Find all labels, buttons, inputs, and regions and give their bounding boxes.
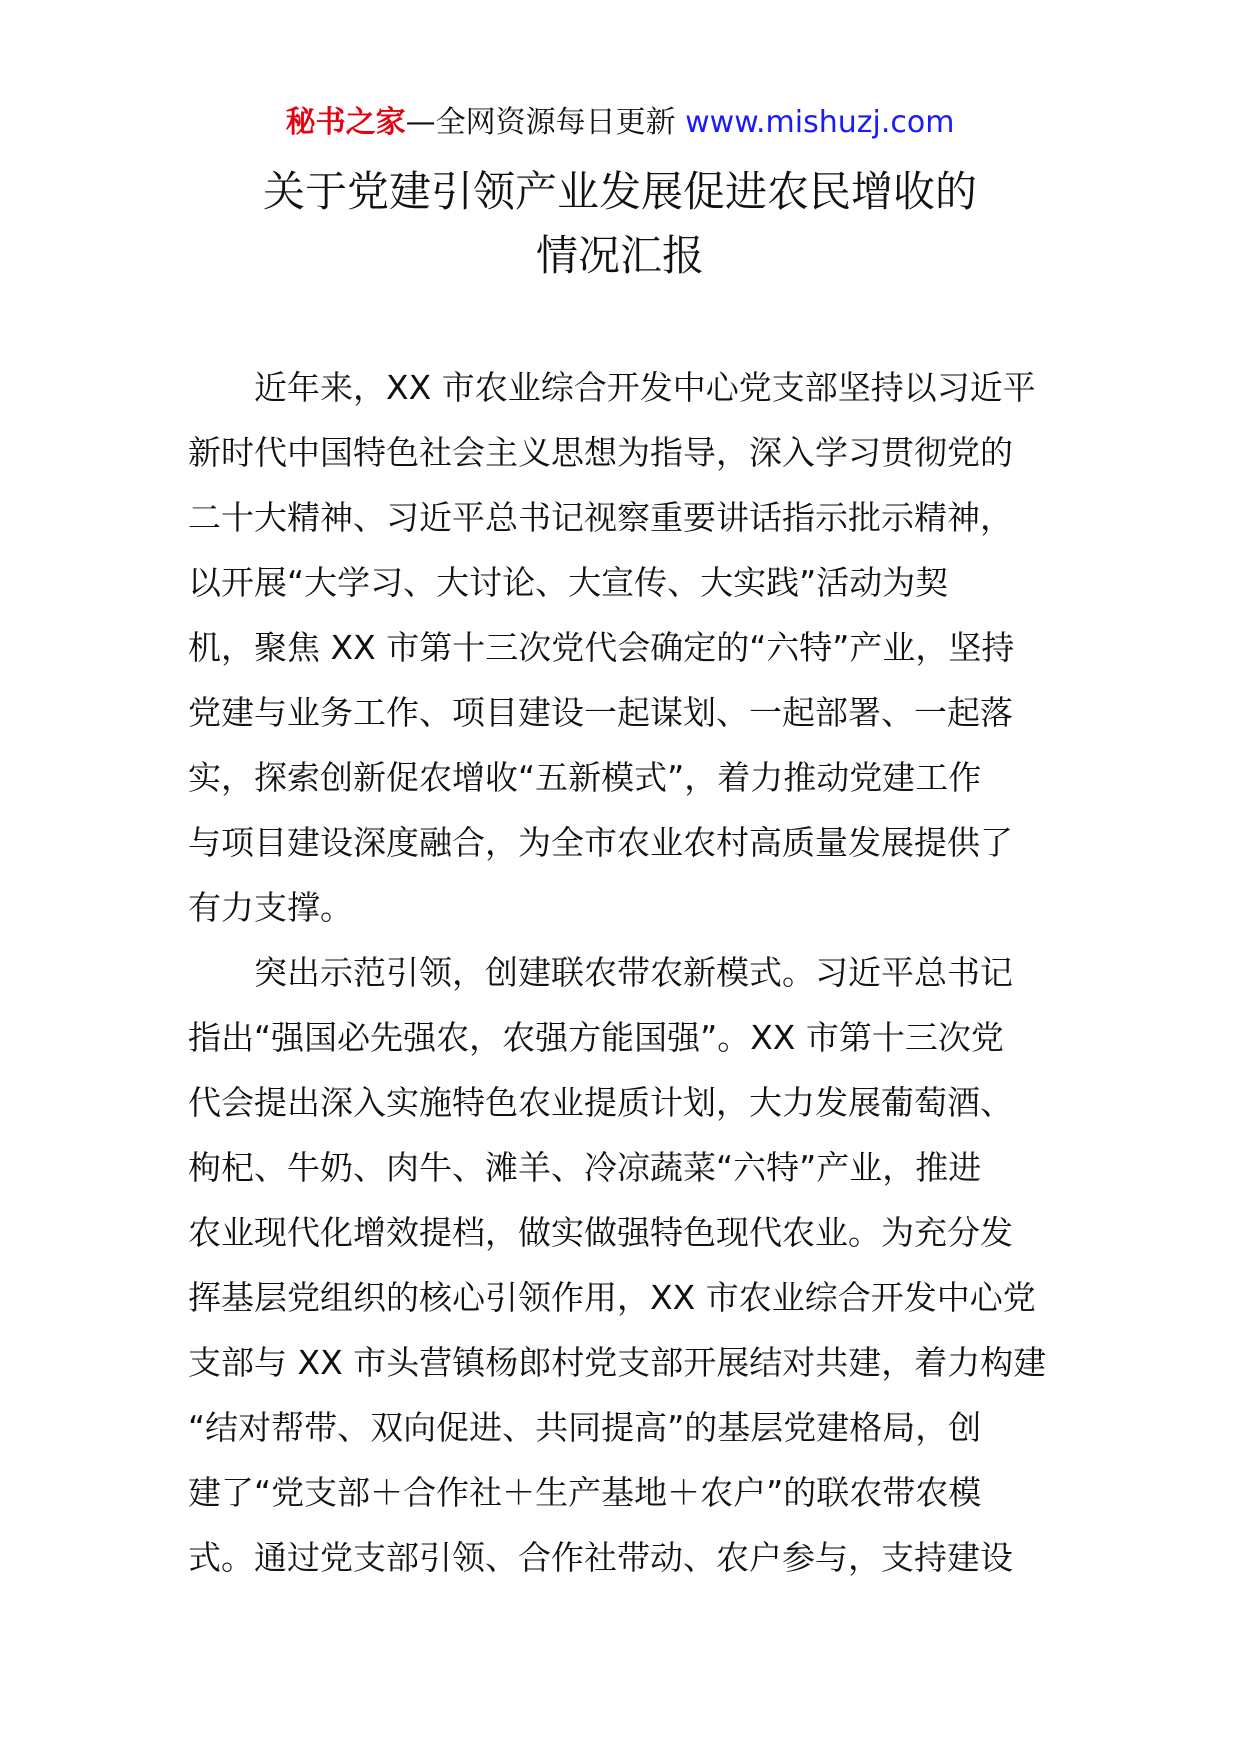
paragraph-2-line: 代会提出深入实施特色农业提质计划，大力发展葡萄酒、 — [188, 1083, 1013, 1122]
paragraph-2-line: 指出“强国必先强农，农强方能国强”。XX 市第十三次党 — [188, 1018, 1004, 1057]
document-title-line-1: 关于党建引领产业发展促进农民增收的 — [262, 167, 977, 216]
paragraph-2-line: 建了“党支部＋合作社＋生产基地＋农户”的联农带农模 — [188, 1473, 982, 1512]
site-header — [0, 100, 1240, 146]
paragraph-1-line: 实，探索创新促农增收“五新模式”，着力推动党建工作 — [188, 758, 982, 797]
paragraph-1-line: 有力支撑。 — [188, 888, 353, 927]
paragraph-1-line: 近年来，XX 市农业综合开发中心党支部坚持以习近平 — [254, 368, 1036, 407]
paragraph-2-line: “结对帮带、双向促进、共同提高”的基层党建格局，创 — [188, 1408, 982, 1447]
paragraph-2-line: 挥基层党组织的核心引领作用，XX 市农业综合开发中心党 — [188, 1278, 1036, 1317]
header-tagline: —全网资源每日更新 — [405, 105, 676, 140]
document-title — [0, 160, 1240, 288]
paragraph-1-line: 新时代中国特色社会主义思想为指导，深入学习贯彻党的 — [188, 433, 1013, 472]
paragraph-1-line: 以开展“大学习、大讨论、大宣传、大实践”活动为契 — [188, 563, 949, 602]
paragraph-2-line: 突出示范引领，创建联农带农新模式。习近平总书记 — [254, 953, 1013, 992]
paragraph-2-line: 农业现代化增效提档，做实做强特色现代农业。为充分发 — [188, 1213, 1013, 1252]
brand-name: 秘书之家 — [285, 105, 406, 140]
paragraph-1-line: 二十大精神、习近平总书记视察重要讲话指示批示精神， — [188, 498, 1013, 537]
paragraph-2-line: 式。通过党支部引领、合作社带动、农户参与，支持建设 — [188, 1538, 1013, 1577]
paragraph-1-line: 与项目建设深度融合，为全市农业农村高质量发展提供了 — [188, 823, 1013, 862]
paragraph-2-line: 枸杞、牛奶、肉牛、滩羊、冷凉蔬菜“六特”产业，推进 — [188, 1148, 982, 1187]
paragraph-1-line: 机，聚焦 XX 市第十三次党代会确定的“六特”产业，坚持 — [188, 628, 1015, 667]
document-body — [188, 355, 1056, 1590]
document-title-line-2: 情况汇报 — [535, 231, 704, 280]
paragraph-2-line: 支部与 XX 市头营镇杨郎村党支部开展结对共建，着力构建 — [188, 1343, 1047, 1382]
paragraph-1-line: 党建与业务工作、项目建设一起谋划、一起部署、一起落 — [188, 693, 1013, 732]
site-url-link[interactable]: www.mishuzj.com — [685, 105, 955, 140]
